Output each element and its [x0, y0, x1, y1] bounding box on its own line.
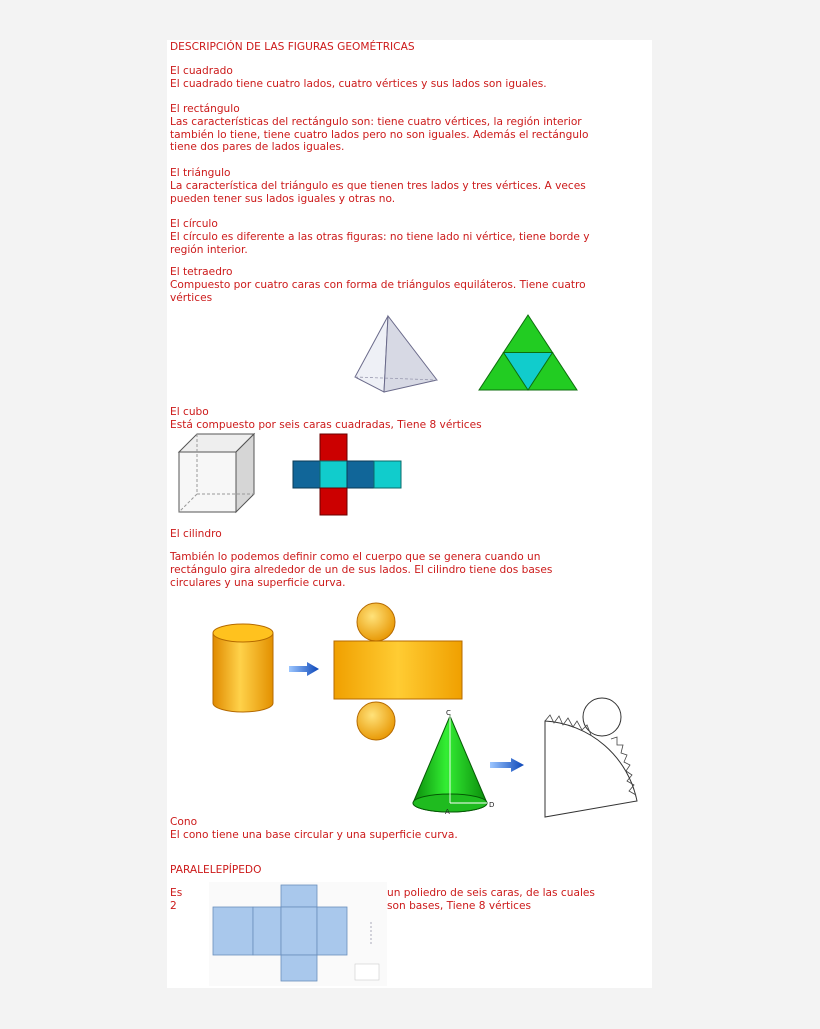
document-title: DESCRIPCIÓN DE LAS FIGURAS GEOMÉTRICAS: [170, 41, 415, 53]
parallelepiped-text-left: Es: [170, 887, 183, 899]
parallelepiped-text-right: un poliedro de seis caras, de las cuales: [387, 887, 595, 899]
document-page: [167, 40, 652, 988]
cone-label-c: C: [446, 709, 451, 717]
cylinder-text-line: También lo podemos definir como el cuerpo que se genera cuando un: [170, 551, 541, 563]
circle-text-line: región interior.: [170, 243, 248, 256]
triangle-text-line: La característica del triángulo es que tienen tres lados y tres vértices. A veces: [170, 179, 586, 192]
circle-text-line: El círculo es diferente a las otras figuras: no tiene lado ni vértice, tiene borde y: [170, 230, 590, 243]
parallelepiped-net-image: [209, 882, 387, 986]
cylinder-image: [210, 621, 276, 715]
arrow-right-icon: [288, 661, 320, 677]
rectangle-text-line: también lo tiene, tiene cuatro lados pero no son iguales. Además el rectángulo: [170, 128, 589, 141]
rectangle-heading: El rectángulo: [170, 103, 240, 115]
cone-text-line: El cono tiene una base circular y una superficie curva.: [170, 828, 458, 841]
tetrahedron-text-line: Compuesto por cuatro caras con forma de triángulos equiláteros. Tiene cuatro: [170, 278, 586, 291]
cone-label-a: A: [445, 808, 450, 816]
parallelepiped-text-right: son bases, Tiene 8 vértices: [387, 899, 532, 912]
tetrahedron-heading: El tetraedro: [170, 266, 233, 278]
tetrahedron-net-image: [477, 313, 579, 393]
square-text-line: El cuadrado tiene cuatro lados, cuatro vértices y sus lados son iguales.: [170, 77, 547, 90]
cylinder-heading: El cilindro: [170, 528, 222, 540]
cube-image: [176, 432, 256, 514]
tetrahedron-text-line: vértices: [170, 291, 213, 304]
cone-net-image: [541, 697, 647, 821]
cone-heading: Cono: [170, 816, 198, 828]
cylinder-text-line: rectángulo gira alrededor de un de sus lados. El cilindro tiene dos bases: [170, 563, 553, 576]
cube-net-image: [292, 433, 403, 516]
rectangle-text-line: tiene dos pares de lados iguales.: [170, 141, 345, 154]
parallelepiped-heading: PARALELEPÍPEDO: [170, 864, 262, 876]
tetrahedron-image: [351, 312, 441, 394]
cone-label-d: D: [489, 801, 495, 809]
circle-heading: El círculo: [170, 218, 218, 230]
cube-text-line: Está compuesto por seis caras cuadradas, Tiene 8 vértices: [170, 418, 482, 431]
cone-image: [407, 708, 497, 818]
square-heading: El cuadrado: [170, 65, 233, 77]
arrow-right-icon: [489, 757, 525, 773]
cube-heading: El cubo: [170, 406, 209, 418]
triangle-heading: El triángulo: [170, 167, 231, 179]
parallelepiped-text-left: 2: [170, 899, 177, 912]
cylinder-text-line: circulares y una superficie curva.: [170, 576, 346, 589]
rectangle-text-line: Las características del rectángulo son: tiene cuatro vértices, la región interior: [170, 115, 582, 128]
triangle-text-line: pueden tener sus lados iguales y otras no.: [170, 192, 396, 205]
